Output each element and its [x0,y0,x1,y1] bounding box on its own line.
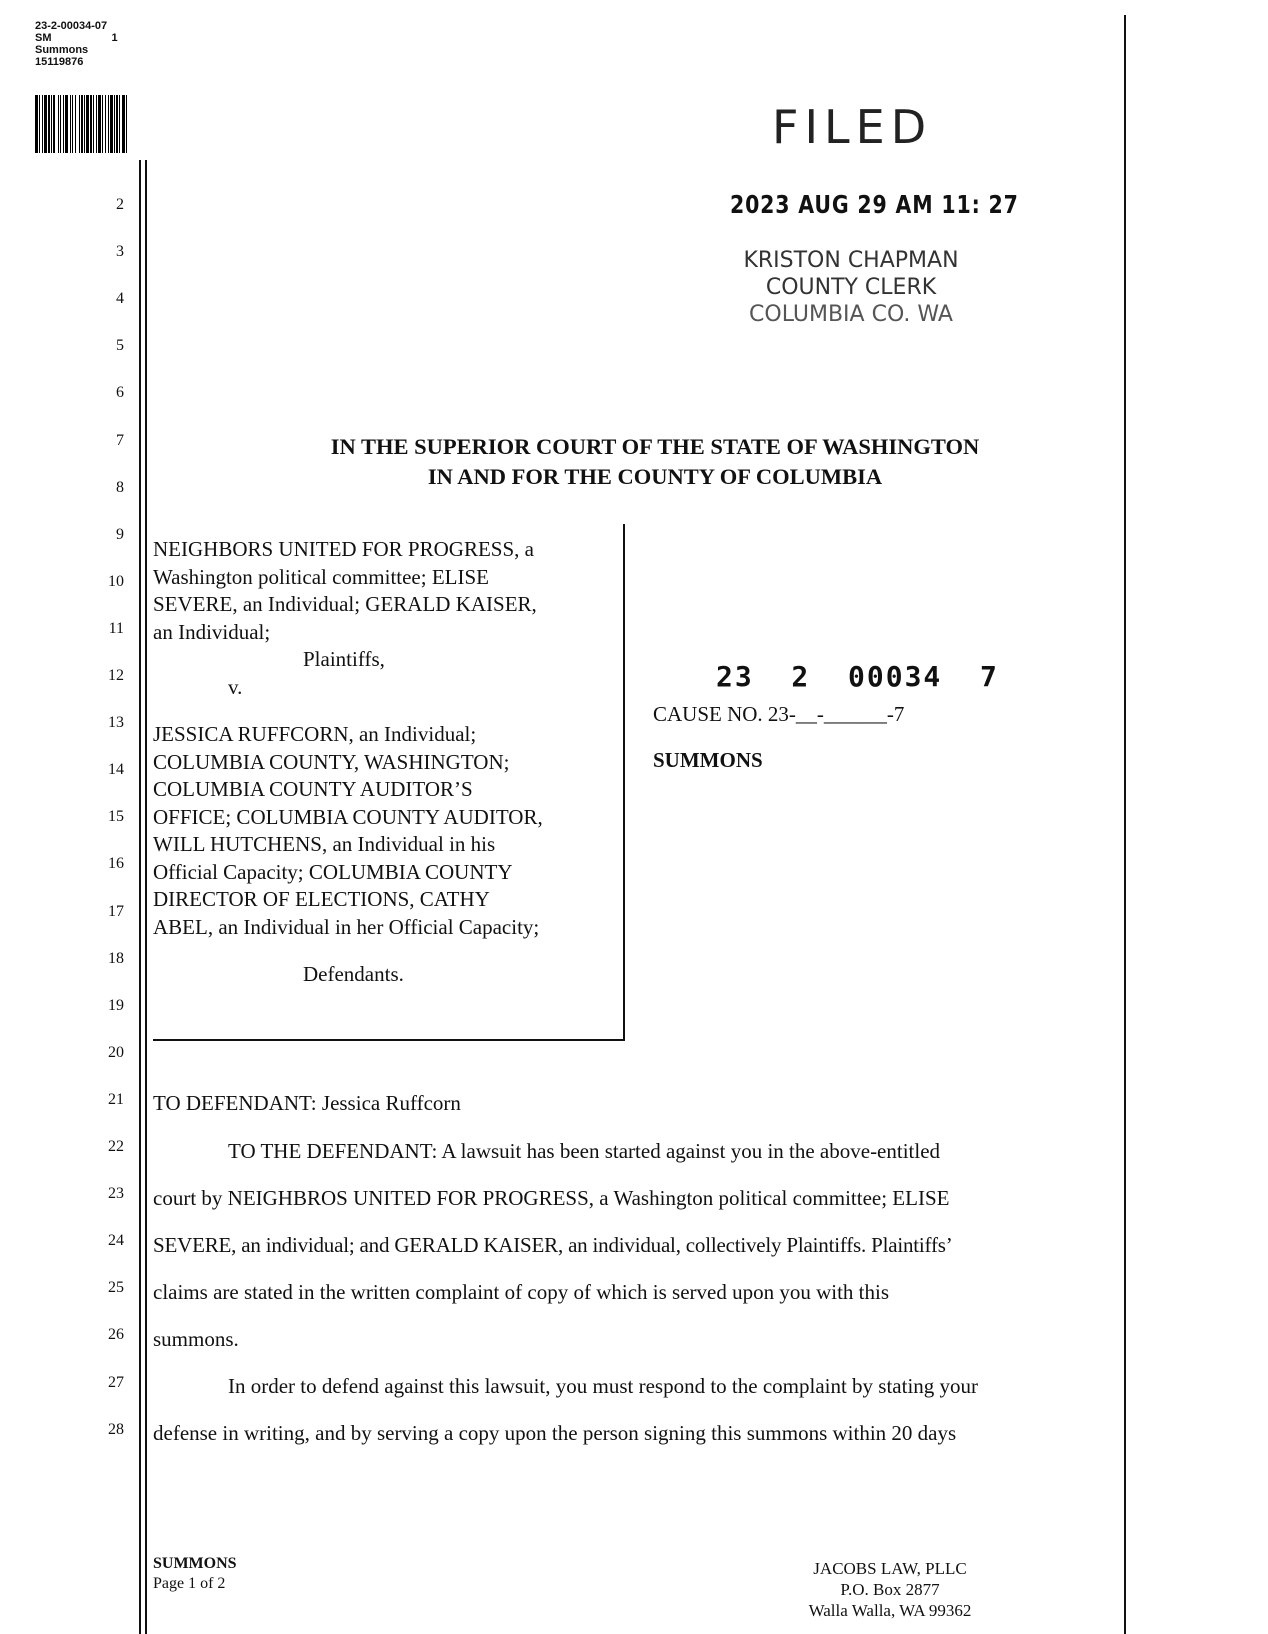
line-number: 10 [108,572,124,590]
line-number: 4 [116,290,124,308]
court-heading-line2: IN AND FOR THE COUNTY OF COLUMBIA [427,464,883,489]
line-number: 13 [108,714,124,732]
defendants-line: ABEL, an Individual in her Official Capacity; [153,914,540,939]
line-number: 2 [116,196,124,213]
body-line: TO THE DEFENDANT: A lawsuit has been started against you in the above-entitled [228,1139,941,1163]
line-number: 22 [108,1138,124,1155]
clerk-line: COUNTY CLERK [765,275,937,300]
header-label [35,20,118,68]
line-number: 25 [108,1279,124,1297]
line-number: 24 [108,1232,124,1250]
filed-datetime: 2023 AUG 29 AM 11: 27 [730,190,1019,219]
body-line: defense in writing, and by serving a copy upon the person signing this summons within 20 days [153,1421,957,1445]
court-heading [155,432,1155,492]
case-ref: 23-2-00034-07 [35,20,108,32]
defendants-line: JESSICA RUFFCORN, an Individual; [153,722,477,746]
line-number: 19 [108,996,124,1014]
line-number: 5 [116,337,124,355]
case-caption [153,536,623,989]
line-number: 7 [116,431,124,449]
body-line: SEVERE, an individual; and GERALD KAISER, an individual, collectively Plaintiffs. Plaintiffs’ [153,1233,953,1257]
cause-number-stamp: 23 2 00034 7 [716,660,999,693]
barcode-image [35,95,250,153]
line-number: 23 [108,1185,124,1203]
plaintiffs-line: SEVERE, an Individual; GERALD KAISER, [153,592,537,616]
defendants-line: Official Capacity; COLUMBIA COUNTY [153,859,513,884]
line-number: 15 [108,808,124,826]
line-number: 8 [116,478,124,496]
line-number: 6 [116,384,124,402]
line-number: 14 [108,761,124,779]
versus: v. [228,674,243,699]
line-number: 12 [108,667,124,684]
doc-count: 1 [111,32,118,44]
footer-page: Page 1 of 2 [153,1575,226,1592]
footer-left [153,1554,237,1594]
defendants-label: Defendants. [303,962,404,986]
line-number: 17 [108,902,124,920]
line-number: 3 [116,243,124,261]
cause-number-label: CAUSE NO. 23-__-______-7 [653,702,905,726]
line-number: 28 [108,1420,124,1438]
barcode-bar [127,95,128,153]
defendants-line: WILL HUTCHENS, an Individual in his [153,832,496,856]
body-line: claims are stated in the written complaint of copy of which is served upon you with this [153,1280,890,1304]
left-margin-rule-2 [145,160,147,1634]
line-number: 27 [108,1373,124,1391]
caption-box-bottom-border [153,1039,625,1041]
body-line: In order to defend against this lawsuit, you must respond to the complaint by stating your [228,1374,979,1398]
footer-city: Walla Walla, WA 99362 [808,1601,972,1620]
line-number: 26 [108,1326,124,1344]
doc-code-row [35,32,118,44]
plaintiffs-label: Plaintiffs, [303,647,385,671]
defendants-line: COLUMBIA COUNTY AUDITOR’S [153,777,473,801]
clerk-line: KRISTON CHAPMAN [743,248,959,273]
right-margin-rule [1124,15,1126,1634]
plaintiffs-line: an Individual; [153,619,271,644]
plaintiffs-line: Washington political committee; ELISE [153,564,489,589]
defendants-line: OFFICE; COLUMBIA COUNTY AUDITOR, [153,804,543,829]
footer-right [760,1558,1020,1621]
doc-id: 15119876 [35,56,84,68]
body-line: summons. [153,1327,239,1351]
filed-stamp: FILED [772,100,933,154]
footer-firm: JACOBS LAW, PLLC [813,1559,967,1578]
plaintiffs-line: NEIGHBORS UNITED FOR PROGRESS, a [153,537,534,561]
line-number: 21 [108,1090,124,1108]
line-number: 9 [116,525,124,543]
addressee-line: TO DEFENDANT: Jessica Ruffcorn [153,1091,461,1115]
court-heading-line1: IN THE SUPERIOR COURT OF THE STATE OF WASHINGTON [330,434,980,459]
defendants-line: DIRECTOR OF ELECTIONS, CATHY [153,887,490,911]
clerk-stamp [716,247,986,328]
doc-type: Summons [35,44,89,56]
defendants-line: COLUMBIA COUNTY, WASHINGTON; [153,749,510,774]
line-number: 18 [108,949,124,967]
document-title: SUMMONS [653,748,763,772]
footer-po-box: P.O. Box 2877 [840,1580,940,1599]
body-line: court by NEIGHBROS UNITED FOR PROGRESS, a Washington political committee; ELISE [153,1186,950,1210]
clerk-line: COLUMBIA CO. WA [749,302,953,327]
line-number: 20 [108,1043,124,1061]
doc-code: SM [35,32,52,44]
left-margin-rule-1 [139,160,141,1634]
line-number: 16 [108,855,124,873]
footer-title: SUMMONS [153,1555,237,1572]
line-number: 11 [108,619,124,637]
caption-box-right-border [623,524,625,1041]
